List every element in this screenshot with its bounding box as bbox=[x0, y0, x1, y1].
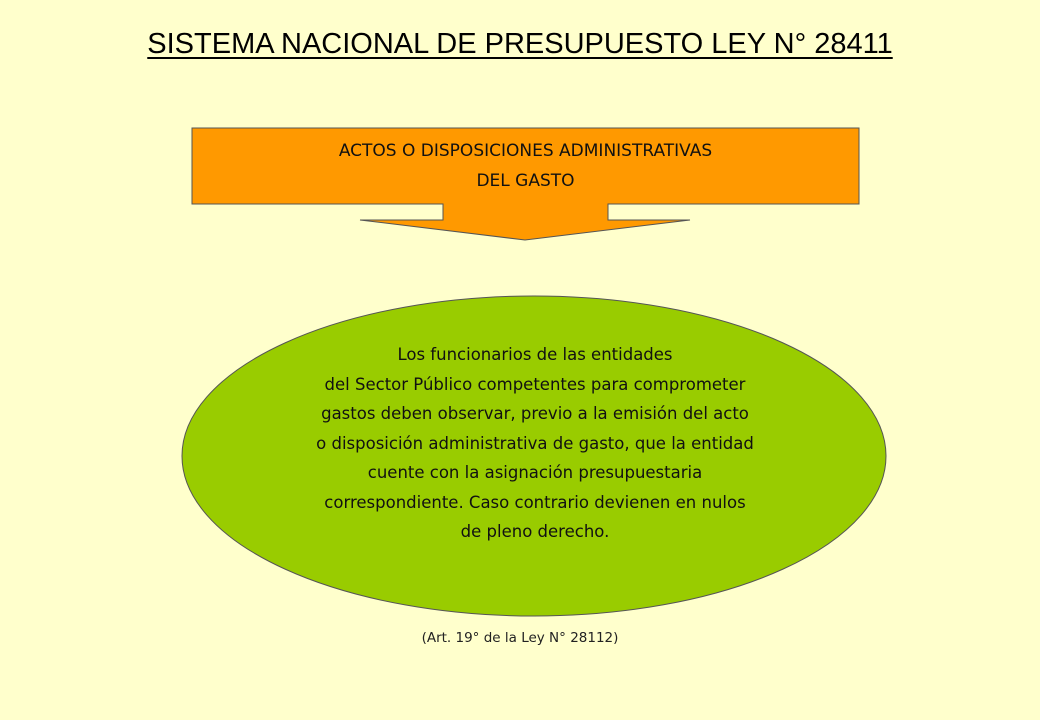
ellipse-line-1: Los funcionarios de las entidades bbox=[397, 345, 673, 364]
ellipse-line-3: gastos deben observar, previo a la emisión del acto bbox=[321, 404, 749, 423]
arrow-callout-line-1: ACTOS O DISPOSICIONES ADMINISTRATIVAS bbox=[338, 141, 713, 161]
arrow-callout-text bbox=[192, 128, 859, 204]
ellipse-line-5: cuente con la asignación presupuestaria bbox=[367, 463, 703, 482]
ellipse-text bbox=[230, 340, 840, 547]
ellipse-line-6: correspondiente. Caso contrario devienen en nulos bbox=[324, 492, 746, 512]
ellipse-line-7: de pleno derecho. bbox=[460, 522, 610, 541]
arrow-callout-line-2: DEL GASTO bbox=[476, 171, 575, 191]
ellipse-line-2: del Sector Público competentes para comprometer bbox=[324, 374, 746, 394]
citation-text: (Art. 19° de la Ley N° 28112) bbox=[421, 630, 619, 646]
ellipse-line-4: o disposición administrativa de gasto, que la entidad bbox=[316, 433, 754, 453]
page-title: SISTEMA NACIONAL DE PRESUPUESTO LEY N° 28411 bbox=[147, 28, 893, 60]
